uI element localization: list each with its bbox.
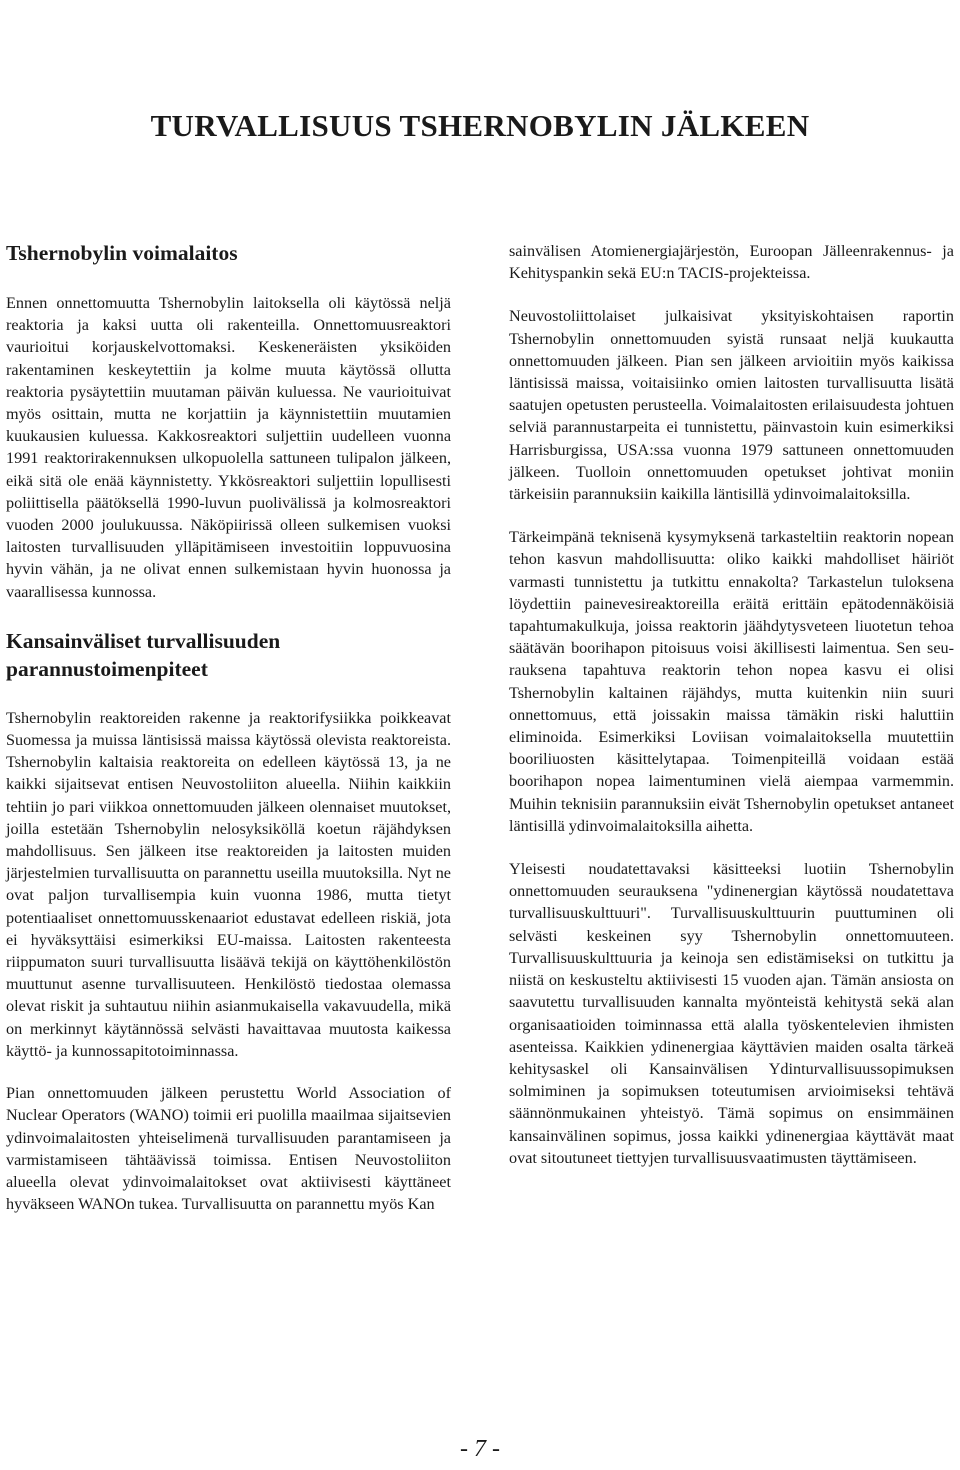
paragraph-safety-culture: Yleisesti noudatettavaksi käsitteeksi luotiin Tshernobylin onnettomuuden seurauksena "ydinenergian käytössä noudatettava turvallisuuskulttuuri". Turvallisuuskulttuurin puuttuminen oli selvästi keskeinen syy Tshernobylin onnettomuuteen. Turvallisuuskulttuuria ja keinoja sen edistämiseksi on tutkittu ja niistä on keskusteltu aktiivisesti 15 vuoden ajan. Tämän ansiosta on saavutettu turvallisuuden kannalta myönteistä kehitystä sekä alan organisaatioiden toiminnassa että alalla työskentelevien ihmisten asenteissa. Kaikkien ydinenergiaa käyttävien maiden osalta tärkeä kehitysaskel oli Kansainvälisen Ydinturvallisuussopimuksen solmiminen ja sopimuksen toteutumisen arvioimiseksi tehtävä säännönmukainen yhteistyö. Tämä sopimus on ensimmäinen kansainvälinen sopimus, jossa kaikki ydinenergiaa käyttävät maat ovat sitoutuneet tiettyjen turvallisuusvaatimusten täyttämiseen. bbox=[509, 860, 954, 1167]
left-column bbox=[6, 236, 451, 1215]
page-title: TURVALLISUUS TSHERNOBYLIN JÄLKEEN bbox=[150, 108, 810, 143]
paragraph-technical-question: Tärkeimpänä teknisenä kysymyksenä tarkasteltiin reaktorin nopean tehon kasvun mahdollisuutta: oliko kaikki mahdolliset häiriöt varmasti tunnistettu ja tutkittu ennakolta? Tarkastelun tuloksena löydettiin painevesireaktoreilla eräitä erittäin epätodennäköisiä tapahtumakulkuja, joissa reaktorin jäähdytysveteen liuotetun tehoa säätävän boorihapon pitoisuus voisi äkillisesti laimentua. Sen seurauksena tapahtuva reaktorin tehon nopea kasvu ei olisi Tshernobylin kaltainen räjähdys, mutta kuitenkin niin suuri onnettomuus, että joissakin maissa tämäkin riski haluttiin eliminoida. Esimerkiksi Loviisan voimalaitoksella muutettiin booriliuosten käsittelytapaa. Toimenpiteillä voidaan estää boorihapon nopea laimentuminen vielä aiempaa varmemmin. Muihin teknisiin parannuksiin eivät Tshernobylin opetukset antaneet läntisillä ydinvoimalaitoksilla aihetta. bbox=[509, 528, 954, 835]
paragraph-reactor-history: Ennen onnettomuutta Tshernobylin laitoksella oli käytössä neljä reaktoria ja kaksi uutta oli rakenteilla. Onnettomuusreaktori vaurioitui korjauskelvottomaksi. Keskeneräisten yksiköiden rakentaminen keskeytettiin ja kolme muuta käytössä ollutta reaktoria pysäytettiin muutaman päivän kuluessa. Ne vaurioituivat myös osittain, mutta ne korjattiin ja käynnistettiin muutamien kuukausien kuluessa. Kakkosreaktori suljettiin uudelleen vuonna 1991 reaktorirakennuksen ulkopuolella sattuneen tulipalon jälkeen, eikä sitä ole enää käynnistetty. Ykkösreaktori suljettiin lopullisesti poliittisella päätöksellä 1990-luvun puolivälissä ja kolmosreaktori vuoden 2000 joulukuussa. Näköpiirissä olleen sulkemisen vuoksi laitosten turvallisuuden ylläpitämiseen investoitiin loppuvuosina hyvin vähän, ja ne olivat ennen sulkemistaan hyvin huonossa ja vaarallisessa kunnossa. bbox=[6, 294, 451, 601]
section-heading-tshernobylin-voimalaitos: Tshernobylin voimalaitos bbox=[6, 241, 238, 265]
paragraph-reactor-design: Tshernobylin reaktoreiden rakenne ja reaktorifysiikka poikkeavat Suomessa ja muissa läntisissä maissa käytössä olevista reaktoreista. Tshernobylin kaltaisia reaktoreita on edelleen käytössä 13, ja ne kaikki sijaitsevat entisen Neuvostoliiton alueella. Niihin kaikkiin tehtiin jo pari viikkoa onnettomuuden jälkeen olennaiset muutokset, joilla estetään Tshernobylin nelosyksiköllä koetun räjähdyksen mahdollisuus. Sen jälkeen itse reaktoreiden ja laitosten muiden järjestelmien turvallisuutta on parannettu useilla muutoksilla. Nyt ne ovat paljon turvallisempia kuin vuonna 1986, mutta tietyt potentiaaliset onnettomuusskenaariot edustavat edelleen riskiä, jota ei hyväksyttäisi esimerkiksi EU-maissa. Laitosten rakenteesta riippumaton suuri turvallisuutta lisäävä tekijä on käyttöhenkilöstön muuttunut asenne turvallisuuteen. Henkilöstö tiedostaa olemassa olevat riskit ja suhtautuu niihin asianmukaisella vakavuudella, mikä on merkinnyt käytännössä selvästi havaittavaa muutosta kaikessa käyttö- ja kunnossapitotoiminnassa. bbox=[6, 708, 451, 1060]
heading-line-1: Kansainväliset turvallisuuden bbox=[6, 628, 281, 653]
section-heading-international-safety bbox=[6, 627, 451, 683]
paragraph-continuation: sainvälisen Atomienergiajärjestön, Euroopan Jälleenrakennus- ja Kehityspankin sekä EU:n TACIS-projekteissa. bbox=[509, 242, 954, 283]
right-column bbox=[509, 240, 954, 1169]
page-number: - 7 - bbox=[460, 1436, 500, 1462]
paragraph-soviet-report: Neuvostoliittolaiset julkaisivat yksityiskohtaisen raportin Tshernobylin onnettomuuden syistä runsaat neljä kuukautta onnettomuuden jälkeen. Pian sen jälkeen arvioitiin myös kaikissa läntisissä maissa, voitaisiinko omien laitosten turvallisuutta lisätä saatujen opetusten perusteella. Voimalaitosten erilaisuudesta johtuen selviä parannustarpeita ei tunnistettu, päinvastoin kuin esimerkiksi Harrisburgissa, USA:ssa vuonna 1979 sattuneen onnettomuuden jälkeen. Tuolloin onnettomuuden opetukset johtivat moniin tärkeisiin parannuksiin kaikilla läntisillä ydinvoimalaitoksilla. bbox=[509, 307, 954, 504]
paragraph-wano: Pian onnettomuuden jälkeen perustettu World Association of Nuclear Operators (WANO) toimii eri puolilla maailmaa sijaitsevien ydinvoimalaitosten yhteiselimenä turvallisuuden parantamiseen ja varmistamiseen tähtäävissä toimissa. Entisen Neuvostoliiton alueella olevat ydinvoimalaitokset ovat aktiivisesti käyttäneet hyväkseen WANOn tukea. Turvallisuutta on parannettu myös Kan bbox=[6, 1084, 451, 1214]
heading-line-2: parannustoimenpiteet bbox=[6, 656, 208, 681]
